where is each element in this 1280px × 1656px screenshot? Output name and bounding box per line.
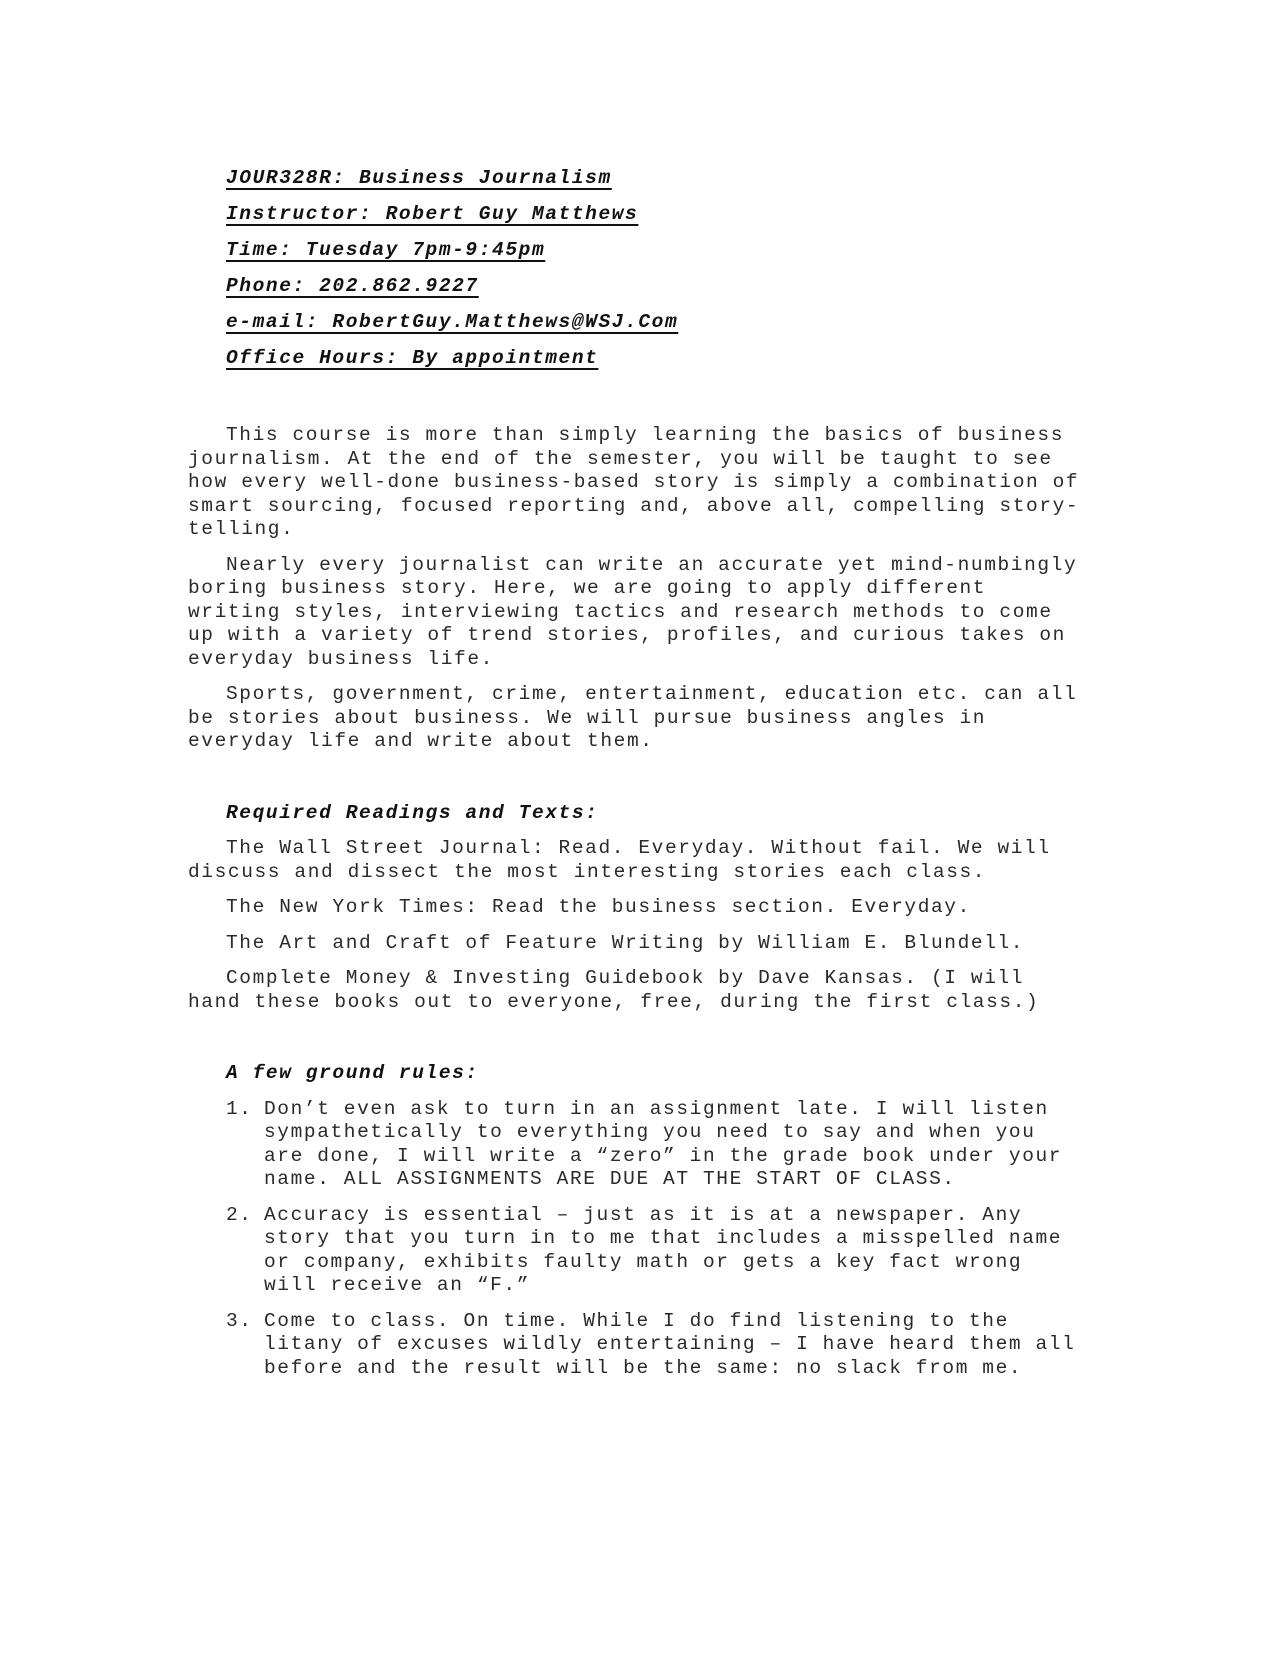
rule-text: Don’t even ask to turn in an assignment late. I will listen sympathetically to everything you need to say and when you are done, I will write a “zero” in the grade book under your name. ALL ASSIGNMENTS ARE DUE AT THE START OF CLASS. xyxy=(264,1097,1063,1190)
rule-text: Come to class. On time. While I do find listening to the litany of excuses wildly entertaining – I have heard them all before and the result will be the same: no slack from me. xyxy=(264,1309,1076,1379)
rule-item xyxy=(188,1310,1088,1381)
reading-item: The Art and Craft of Feature Writing by William E. Blundell. xyxy=(226,931,1025,954)
reading-item: The New York Times: Read the business section. Everyday. xyxy=(226,896,971,918)
instructor-line: Instructor: Robert Guy Matthews xyxy=(226,203,639,225)
email-line: e-mail: RobertGuy.Matthews@WSJ.Com xyxy=(226,311,679,333)
syllabus-page xyxy=(188,160,1088,1392)
rule-item xyxy=(188,1204,1088,1298)
intro-paragraph: Sports, government, crime, entertainment, education etc. can all be stories about business. We will pursue business angles in everyday life and write about them. xyxy=(188,683,1078,752)
ground-rules-list xyxy=(188,1098,1088,1381)
intro-paragraph: This course is more than simply learning the basics of business journalism. At the end of the semester, you will be taught to see how every well-done business-based story is simply a combination of smart sourcing, focused reporting and, above all, compelling story-telling. xyxy=(188,424,1080,540)
time-line: Time: Tuesday 7pm-9:45pm xyxy=(226,239,546,261)
readings-heading: Required Readings and Texts: xyxy=(226,801,599,824)
reading-item: Complete Money & Investing Guidebook by Dave Kansas. (I will hand these books out to everyone, free, during the first class.) xyxy=(188,967,1040,1013)
course-title: JOUR328R: Business Journalism xyxy=(226,167,612,189)
rule-text: Accuracy is essential – just as it is at a newspaper. Any story that you turn in to me that includes a misspelled name or company, exhibits faulty math or gets a key fact wrong will receive an “F.” xyxy=(264,1203,1063,1296)
phone-line: Phone: 202.862.9227 xyxy=(226,275,479,297)
rule-number: 2. xyxy=(226,1203,253,1226)
rule-item xyxy=(188,1098,1088,1192)
ground-rules-heading: A few ground rules: xyxy=(226,1062,479,1084)
rule-number: 3. xyxy=(226,1309,253,1332)
reading-item: The Wall Street Journal: Read. Everyday. Without fail. We will discuss and dissect the most interesting stories each class. xyxy=(188,837,1051,883)
office-hours-line: Office Hours: By appointment xyxy=(226,347,599,369)
intro-paragraph: Nearly every journalist can write an accurate yet mind-numbingly boring business story. Here, we are going to apply different writing styles, interviewing tactics and research methods to come up with a variety of trend stories, profiles, and curious takes on everyday business life. xyxy=(188,553,1078,670)
rule-number: 1. xyxy=(226,1097,253,1120)
course-header xyxy=(188,160,1088,376)
